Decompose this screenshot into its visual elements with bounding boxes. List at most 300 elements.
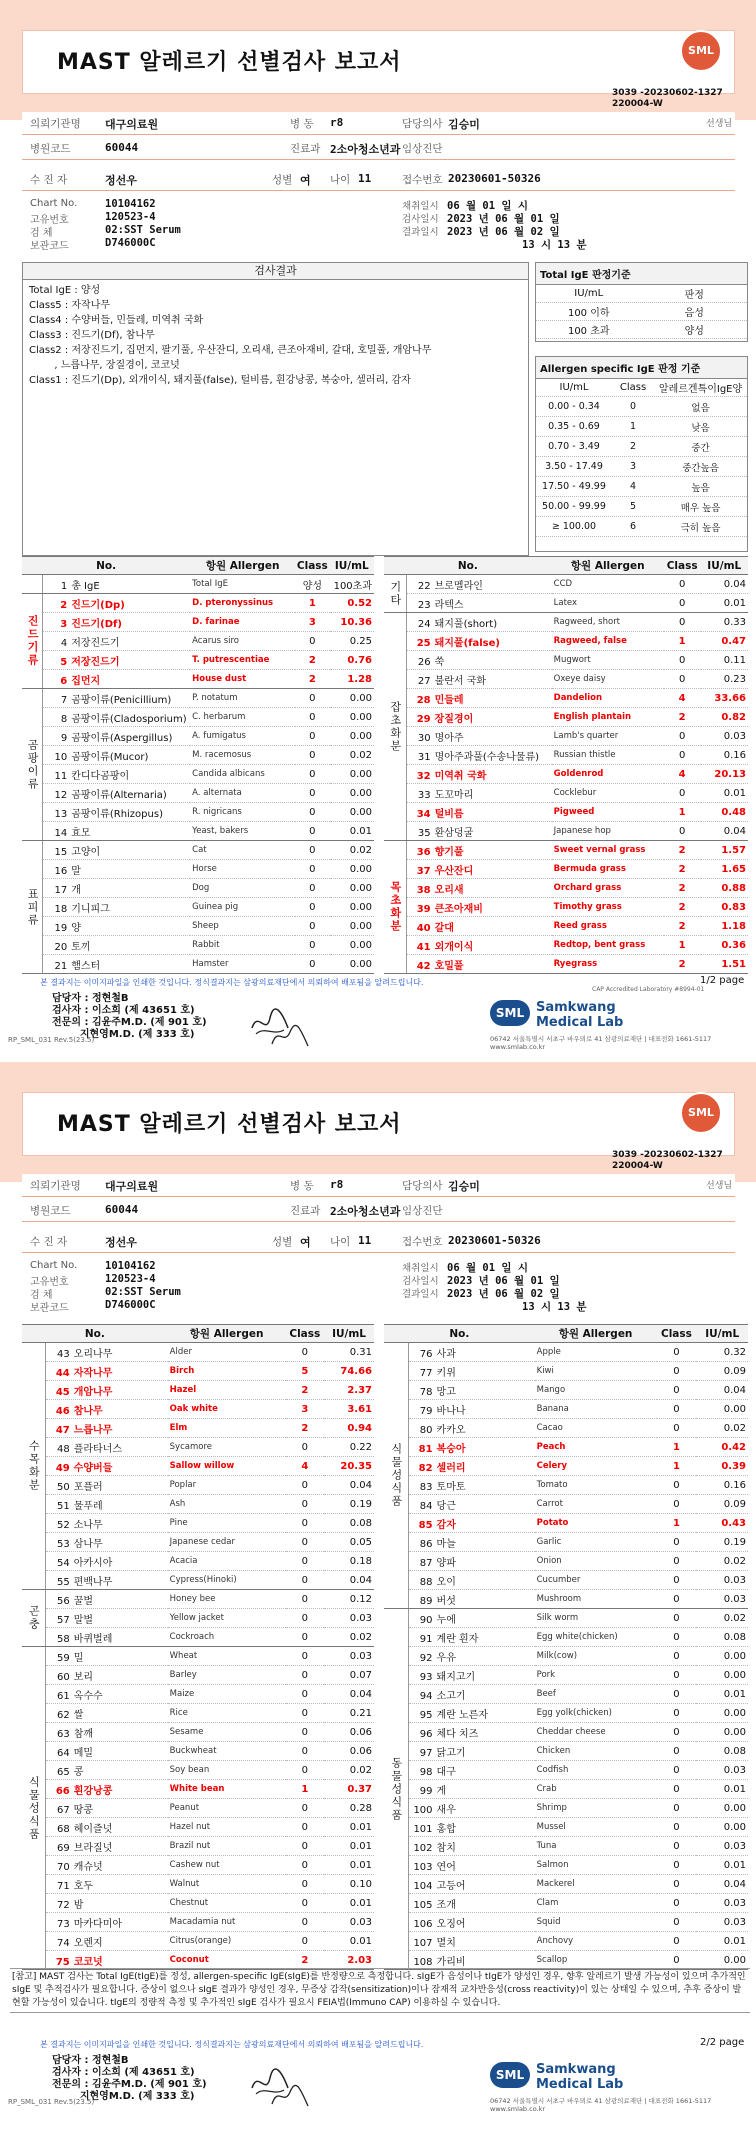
allergen-english: Timothy grass: [552, 898, 664, 917]
allergen-korean: 마카다미아: [73, 1918, 123, 1930]
allergen-class: 0: [286, 1609, 325, 1628]
allergen-iu: 0.28: [324, 1799, 374, 1818]
header-no: No.: [384, 557, 552, 575]
criteria-cell: 2: [630, 441, 637, 452]
field-receipt-label: 접수번호: [402, 1236, 443, 1248]
allergen-class: 1: [664, 803, 701, 822]
allergen-korean: 포플러: [73, 1481, 103, 1493]
allergen-english: Tuna: [535, 1837, 657, 1856]
allergen-iu: 0.16: [701, 746, 749, 765]
allergen-iu: 0.02: [696, 1419, 748, 1438]
allergen-name: [45, 1533, 167, 1552]
table-row: [22, 1723, 374, 1742]
allergen-table-right: [384, 1324, 748, 1970]
allergen-name: [43, 917, 190, 936]
allergen-korean: 양파: [436, 1557, 456, 1569]
field-storage: D746000C: [105, 237, 156, 249]
allergen-korean: 참나무: [73, 1405, 103, 1417]
allergen-iu: 0.07: [324, 1666, 374, 1685]
allergen-iu: 0.00: [330, 727, 374, 746]
allergen-iu: 2.03: [324, 1951, 374, 1970]
allergen-english: Macadamia nut: [168, 1913, 286, 1932]
signer-line: 담당자 : 정현철B: [52, 993, 129, 1004]
allergen-class: 0: [295, 860, 329, 879]
criteria-row: [536, 477, 747, 497]
allergen-name: [408, 1894, 535, 1913]
field-sex-label: 성별: [272, 1236, 293, 1248]
allergen-korean: 곰팡이류(Penicillium): [71, 694, 172, 706]
allergen-name: [406, 822, 552, 841]
criteria-cell: 높음: [691, 482, 710, 494]
allergen-english: Shrimp: [535, 1799, 657, 1818]
allergen-class: 0: [657, 1647, 697, 1666]
page-number: 2/2 page: [700, 2037, 745, 2048]
code-2: 220004-W: [612, 1161, 663, 1171]
table-row: [22, 708, 374, 727]
group-label: 동물성식품: [384, 1609, 408, 1970]
info-underline: [22, 1221, 735, 1222]
row-number: 89: [419, 1595, 433, 1607]
allergen-iu: 0.03: [696, 1761, 748, 1780]
row-number: 104: [413, 1880, 433, 1892]
allergen-iu: 0.08: [324, 1514, 374, 1533]
allergen-class: 0: [286, 1552, 325, 1571]
allergen-korean: 캐슈넛: [73, 1861, 103, 1873]
table-row: [22, 1780, 374, 1799]
row-number: 18: [54, 903, 68, 915]
allergen-korean: 쑥: [434, 656, 445, 668]
table-row: [22, 803, 374, 822]
table-row: [384, 765, 748, 784]
row-number: 45: [55, 1386, 70, 1398]
allergen-class: 0: [664, 575, 701, 594]
table-row: [384, 841, 748, 860]
row-number: 27: [417, 675, 431, 687]
allergen-class: 0: [286, 1495, 325, 1514]
table-row: [22, 1533, 374, 1552]
row-number: 22: [417, 580, 431, 592]
field-sex-label: 성별: [272, 174, 293, 186]
allergen-name: [408, 1761, 535, 1780]
row-number: 37: [416, 865, 431, 877]
allergen-class: 0: [657, 1362, 697, 1381]
table-row: [384, 1590, 748, 1609]
table-row: [22, 1913, 374, 1932]
allergen-iu: 0.02: [696, 1552, 748, 1571]
allergen-english: Ash: [168, 1495, 286, 1514]
allergen-iu: 0.00: [330, 803, 374, 822]
lab-name-1: Samkwang: [536, 2062, 616, 2077]
table-row: [384, 1894, 748, 1913]
header-class: Class: [664, 557, 701, 575]
allergen-class: 0: [657, 1400, 697, 1419]
row-number: 16: [54, 865, 68, 877]
allergen-korean: 호두: [73, 1880, 94, 1892]
field-storage-label: 보관코드: [30, 1303, 69, 1314]
allergen-korean: 오이: [436, 1576, 456, 1588]
group-label: [22, 575, 43, 594]
allergen-korean: 키위: [436, 1367, 456, 1379]
allergen-korean: 진드기(Dp): [71, 599, 125, 611]
row-number: 87: [419, 1557, 433, 1569]
table-row: [22, 1799, 374, 1818]
field-age-label: 나이: [330, 174, 351, 186]
allergen-name: [45, 1894, 167, 1913]
allergen-class: 3: [286, 1400, 325, 1419]
table-header-row: [22, 557, 374, 575]
allergen-korean: 곰팡이류(Mucor): [71, 751, 149, 763]
allergen-iu: 0.03: [696, 1590, 748, 1609]
allergen-class: 2: [286, 1381, 325, 1400]
allergen-class: 4: [664, 689, 701, 708]
table-row: [384, 1571, 748, 1590]
allergen-iu: 0.01: [324, 1932, 374, 1951]
code-1: 3039 -20230602-1327: [612, 88, 723, 98]
table-row: [384, 1704, 748, 1723]
allergen-class: 0: [295, 803, 329, 822]
allergen-name: [45, 1818, 167, 1837]
allergen-iu: 0.00: [696, 1951, 748, 1970]
table-row: [384, 1875, 748, 1894]
table-row: [22, 1704, 374, 1723]
allergen-iu: 0.11: [701, 651, 749, 670]
criteria-cell: 0.00 - 0.34: [548, 401, 600, 412]
allergen-english: A. alternata: [190, 784, 295, 803]
allergen-class: 0: [657, 1685, 697, 1704]
allergen-english: Celery: [535, 1457, 657, 1476]
allergen-iu: 33.66: [701, 689, 749, 708]
allergen-class: 0: [286, 1476, 325, 1495]
allergen-class: 0: [286, 1343, 325, 1362]
criteria-row: [536, 417, 747, 437]
field-ward: r8: [330, 1178, 344, 1191]
field-age: 11: [358, 172, 372, 185]
allergen-english: Cacao: [535, 1419, 657, 1438]
header-iu: IU/mL: [701, 557, 749, 575]
allergen-korean: 대구: [436, 1766, 456, 1778]
criteria-cell: 1: [630, 421, 637, 432]
allergen-iu: 0.01: [330, 822, 374, 841]
results-section-title: 검사결과: [22, 262, 529, 280]
code-2: 220004-W: [612, 99, 663, 109]
allergen-english: Mussel: [535, 1818, 657, 1837]
allergen-name: [45, 1685, 167, 1704]
allergen-english: Mushroom: [535, 1590, 657, 1609]
allergen-english: Beef: [535, 1685, 657, 1704]
allergen-name: [408, 1856, 535, 1875]
cap-note: CAP Accredited Laboratory #8994-01: [592, 986, 705, 993]
allergen-korean: 게: [436, 1785, 447, 1797]
allergen-english: Mango: [535, 1381, 657, 1400]
row-number: 42: [416, 960, 431, 972]
allergen-name: [45, 1951, 167, 1970]
allergen-class: 2: [664, 841, 701, 860]
allergen-korean: 우산잔디: [434, 865, 474, 877]
blue-note: 본 결과지는 이미지파일을 인쇄한 것입니다. 정식결과지는 삼광의료재단에서 의뢰하여 배포됨을 알려드립니다.: [40, 2040, 424, 2049]
allergen-name: [408, 1780, 535, 1799]
table-row: [384, 917, 748, 936]
allergen-name: [43, 575, 190, 594]
allergen-english: Sesame: [168, 1723, 286, 1742]
signer-line: 담당자 : 정현철B: [52, 2055, 129, 2066]
allergen-name: [408, 1932, 535, 1951]
allergen-korean: 셀러리: [436, 1462, 466, 1474]
blue-note: 본 결과지는 이미지파일을 인쇄한 것입니다. 정식결과지는 삼광의료재단에서 의뢰하여 배포됨을 알려드립니다.: [40, 978, 424, 987]
field-specimen-label: 검 체: [30, 1290, 53, 1301]
table-row: [384, 1533, 748, 1552]
criteria-cell: 매우 높음: [680, 502, 721, 514]
allergen-english: Pigweed: [552, 803, 664, 822]
allergen-class: 0: [286, 1533, 325, 1552]
allergen-class: 0: [657, 1419, 697, 1438]
allergen-iu: 0.22: [324, 1438, 374, 1457]
allergen-name: [45, 1552, 167, 1571]
lab-address: 06742 서울특별시 서초구 바우뫼로 41 삼광의료재단 | 대표전화 1661-5117 www.smlab.co.kr: [490, 2097, 712, 2113]
allergen-korean: 물푸레: [73, 1500, 103, 1512]
allergen-english: White bean: [168, 1780, 286, 1799]
allergen-korean: 편백나무: [73, 1576, 113, 1588]
lab-address: 06742 서울특별시 서초구 바우뫼로 41 삼광의료재단 | 대표전화 1661-5117 www.smlab.co.kr: [490, 1035, 712, 1051]
allergen-english: D. farinae: [190, 613, 295, 632]
allergen-korean: 땅콩: [73, 1804, 94, 1816]
allergen-korean: 칸디다곰팡이: [71, 770, 130, 782]
allergen-name: [43, 613, 190, 632]
row-number: 78: [419, 1386, 433, 1398]
table-row: [384, 1609, 748, 1628]
group-label: 기타: [384, 575, 406, 613]
allergen-name: [408, 1742, 535, 1761]
criteria-header: [536, 379, 747, 397]
row-number: 3: [60, 618, 68, 630]
allergen-english: CCD: [552, 575, 664, 594]
allergen-name: [43, 936, 190, 955]
allergen-name: [406, 689, 552, 708]
allergen-class: 0: [295, 898, 329, 917]
allergen-korean: 카카오: [436, 1424, 466, 1436]
row-number: 102: [413, 1842, 433, 1854]
allergen-iu: 100초과: [330, 575, 374, 594]
allergen-iu: 0.82: [701, 708, 749, 727]
field-dept: 2소아청소년과: [330, 143, 401, 156]
table-row: [22, 1476, 374, 1495]
row-number: 75: [55, 1956, 70, 1968]
allergen-english: Clam: [535, 1894, 657, 1913]
allergen-korean: 양: [71, 922, 81, 934]
table-row: [22, 670, 374, 689]
row-number: 67: [57, 1804, 70, 1816]
allergen-english: Pine: [168, 1514, 286, 1533]
title-box: [22, 30, 735, 94]
allergen-korean: 누에: [436, 1614, 456, 1626]
allergen-class: 0: [657, 1495, 697, 1514]
field-receipt-label: 접수번호: [402, 174, 443, 186]
allergen-name: [408, 1590, 535, 1609]
sml-logo: SML: [490, 1000, 530, 1026]
lab-name-2: Medical Lab: [536, 1015, 624, 1030]
allergen-korean: 계란 노른자: [436, 1709, 489, 1721]
criteria-cell: 극히 높음: [680, 522, 721, 534]
table-row: [384, 613, 748, 632]
allergen-class: 0: [295, 765, 329, 784]
allergen-iu: 0.05: [324, 1533, 374, 1552]
allergen-english: Kiwi: [535, 1362, 657, 1381]
allergen-class: 0: [664, 613, 701, 632]
row-number: 6: [60, 675, 68, 687]
allergen-class: 0: [286, 1723, 325, 1742]
table-row: [384, 689, 748, 708]
header-allergen: 항원 Allergen: [190, 557, 295, 575]
allergen-name: [408, 1457, 535, 1476]
table-row: [22, 1837, 374, 1856]
allergen-korean: 계란 흰자: [436, 1633, 479, 1645]
field-hospital: 대구의료원: [105, 118, 159, 131]
allergen-english: Cocklebur: [552, 784, 664, 803]
allergen-korean: 환삼덩굴: [434, 827, 474, 839]
table-row: [384, 1856, 748, 1875]
allergen-iu: 0.19: [696, 1533, 748, 1552]
table-row: [22, 1552, 374, 1571]
report-page-1: [0, 0, 756, 1051]
allergen-iu: 0.23: [701, 670, 749, 689]
table-header-row: [22, 1325, 374, 1343]
lab-name: [536, 2062, 623, 2092]
allergen-table-right: [384, 556, 748, 974]
allergen-class: 0: [657, 1932, 697, 1951]
allergen-class: 0: [286, 1704, 325, 1723]
allergen-english: Onion: [535, 1552, 657, 1571]
allergen-iu: 0.47: [701, 632, 749, 651]
result-line: Total IgE : 양성: [29, 285, 101, 296]
table-row: [384, 575, 748, 594]
allergen-name: [45, 1704, 167, 1723]
allergen-name: [45, 1438, 167, 1457]
allergen-english: M. racemosus: [190, 746, 295, 765]
allergen-english: Soy bean: [168, 1761, 286, 1780]
allergen-name: [408, 1913, 535, 1932]
row-number: 76: [419, 1348, 433, 1360]
table-row: [22, 1628, 374, 1647]
allergen-class: 2: [664, 879, 701, 898]
field-specimen: 02:SST Serum: [105, 224, 181, 236]
allergen-class: 4: [286, 1457, 325, 1476]
table-row: [22, 746, 374, 765]
allergen-name: [408, 1419, 535, 1438]
allergen-english: Hazel: [168, 1381, 286, 1400]
allergen-korean: 감자: [436, 1519, 456, 1531]
allergen-class: 2: [664, 708, 701, 727]
field-hcode: 60044: [105, 141, 139, 154]
allergen-class: 2: [295, 670, 329, 689]
row-number: 69: [57, 1842, 70, 1854]
criteria-header-cell: 판정: [684, 290, 704, 301]
field-storage: D746000C: [105, 1299, 156, 1311]
allergen-table-left: [22, 556, 374, 974]
allergen-english: Salmon: [535, 1856, 657, 1875]
allergen-class: 0: [664, 651, 701, 670]
row-number: 101: [413, 1823, 433, 1835]
allergen-name: [45, 1932, 167, 1951]
group-label: 진드기류: [22, 594, 43, 689]
allergen-iu: 20.35: [324, 1457, 374, 1476]
allergen-name: [45, 1609, 167, 1628]
allergen-english: Elm: [168, 1419, 286, 1438]
row-number: 105: [413, 1899, 433, 1911]
row-number: 49: [55, 1462, 70, 1474]
allergen-iu: 0.48: [701, 803, 749, 822]
allergen-iu: 0.76: [330, 651, 374, 670]
table-row: [384, 1780, 748, 1799]
field-patient-label: 수 진 자: [30, 174, 68, 186]
table-row: [384, 746, 748, 765]
header-allergen: 항원 Allergen: [168, 1325, 286, 1343]
allergen-english: Milk(cow): [535, 1647, 657, 1666]
signer-line: 전문의 : 김윤주M.D. (제 901 호): [52, 1017, 207, 1028]
allergen-name: [406, 917, 552, 936]
allergen-korean: 삼나무: [73, 1538, 103, 1550]
allergen-class: 0: [295, 708, 329, 727]
allergen-class: 2: [664, 955, 701, 974]
field-age-label: 나이: [330, 1236, 351, 1248]
lab-name: [536, 1000, 623, 1030]
row-number: 55: [57, 1576, 70, 1588]
table-row: [22, 1419, 374, 1438]
allergen-korean: 흰강낭콩: [73, 1785, 113, 1797]
allergen-name: [406, 936, 552, 955]
row-number: 70: [57, 1861, 70, 1873]
allergen-english: R. nigricans: [190, 803, 295, 822]
allergen-english: Garlic: [535, 1533, 657, 1552]
allergen-class: 0: [657, 1552, 697, 1571]
allergen-class: 0: [657, 1780, 697, 1799]
allergen-name: [406, 632, 552, 651]
header-iu: IU/mL: [324, 1325, 374, 1343]
allergen-english: Scallop: [535, 1951, 657, 1970]
field-doctor: 김승미: [448, 1180, 480, 1193]
table-row: [22, 1571, 374, 1590]
allergen-class: 0: [286, 1742, 325, 1761]
table-row: [384, 803, 748, 822]
allergen-class: 1: [657, 1457, 697, 1476]
allergen-korean: 오리나무: [73, 1348, 113, 1360]
header-no: No.: [22, 1325, 168, 1343]
table-row: [384, 670, 748, 689]
barcode-codes: [612, 1150, 723, 1172]
table-row: [22, 575, 374, 594]
table-row: [384, 1761, 748, 1780]
allergen-class: 0: [657, 1533, 697, 1552]
allergen-english: English plantain: [552, 708, 664, 727]
row-number: 1: [60, 580, 68, 592]
allergen-class: 0: [286, 1818, 325, 1837]
allergen-korean: 갈대: [434, 922, 454, 934]
allergen-name: [408, 1723, 535, 1742]
result-line: Class4 : 수양버들, 민들레, 미역취 국화: [29, 315, 204, 326]
criteria-row: [536, 437, 747, 457]
allergen-english: P. notatum: [190, 689, 295, 708]
row-number: 66: [55, 1785, 70, 1797]
allergen-iu: 0.02: [696, 1609, 748, 1628]
allergen-class: 1: [657, 1514, 697, 1533]
allergen-class: 4: [664, 765, 701, 784]
allergen-korean: 도꼬마리: [434, 789, 474, 801]
results-summary: [22, 280, 529, 556]
allergen-class: 0: [295, 632, 329, 651]
row-number: 86: [419, 1538, 433, 1550]
allergen-english: Horse: [190, 860, 295, 879]
allergen-korean: 오징어: [436, 1918, 466, 1930]
allergen-english: Acarus siro: [190, 632, 295, 651]
field-hospital-label: 의뢰기관명: [30, 118, 81, 130]
